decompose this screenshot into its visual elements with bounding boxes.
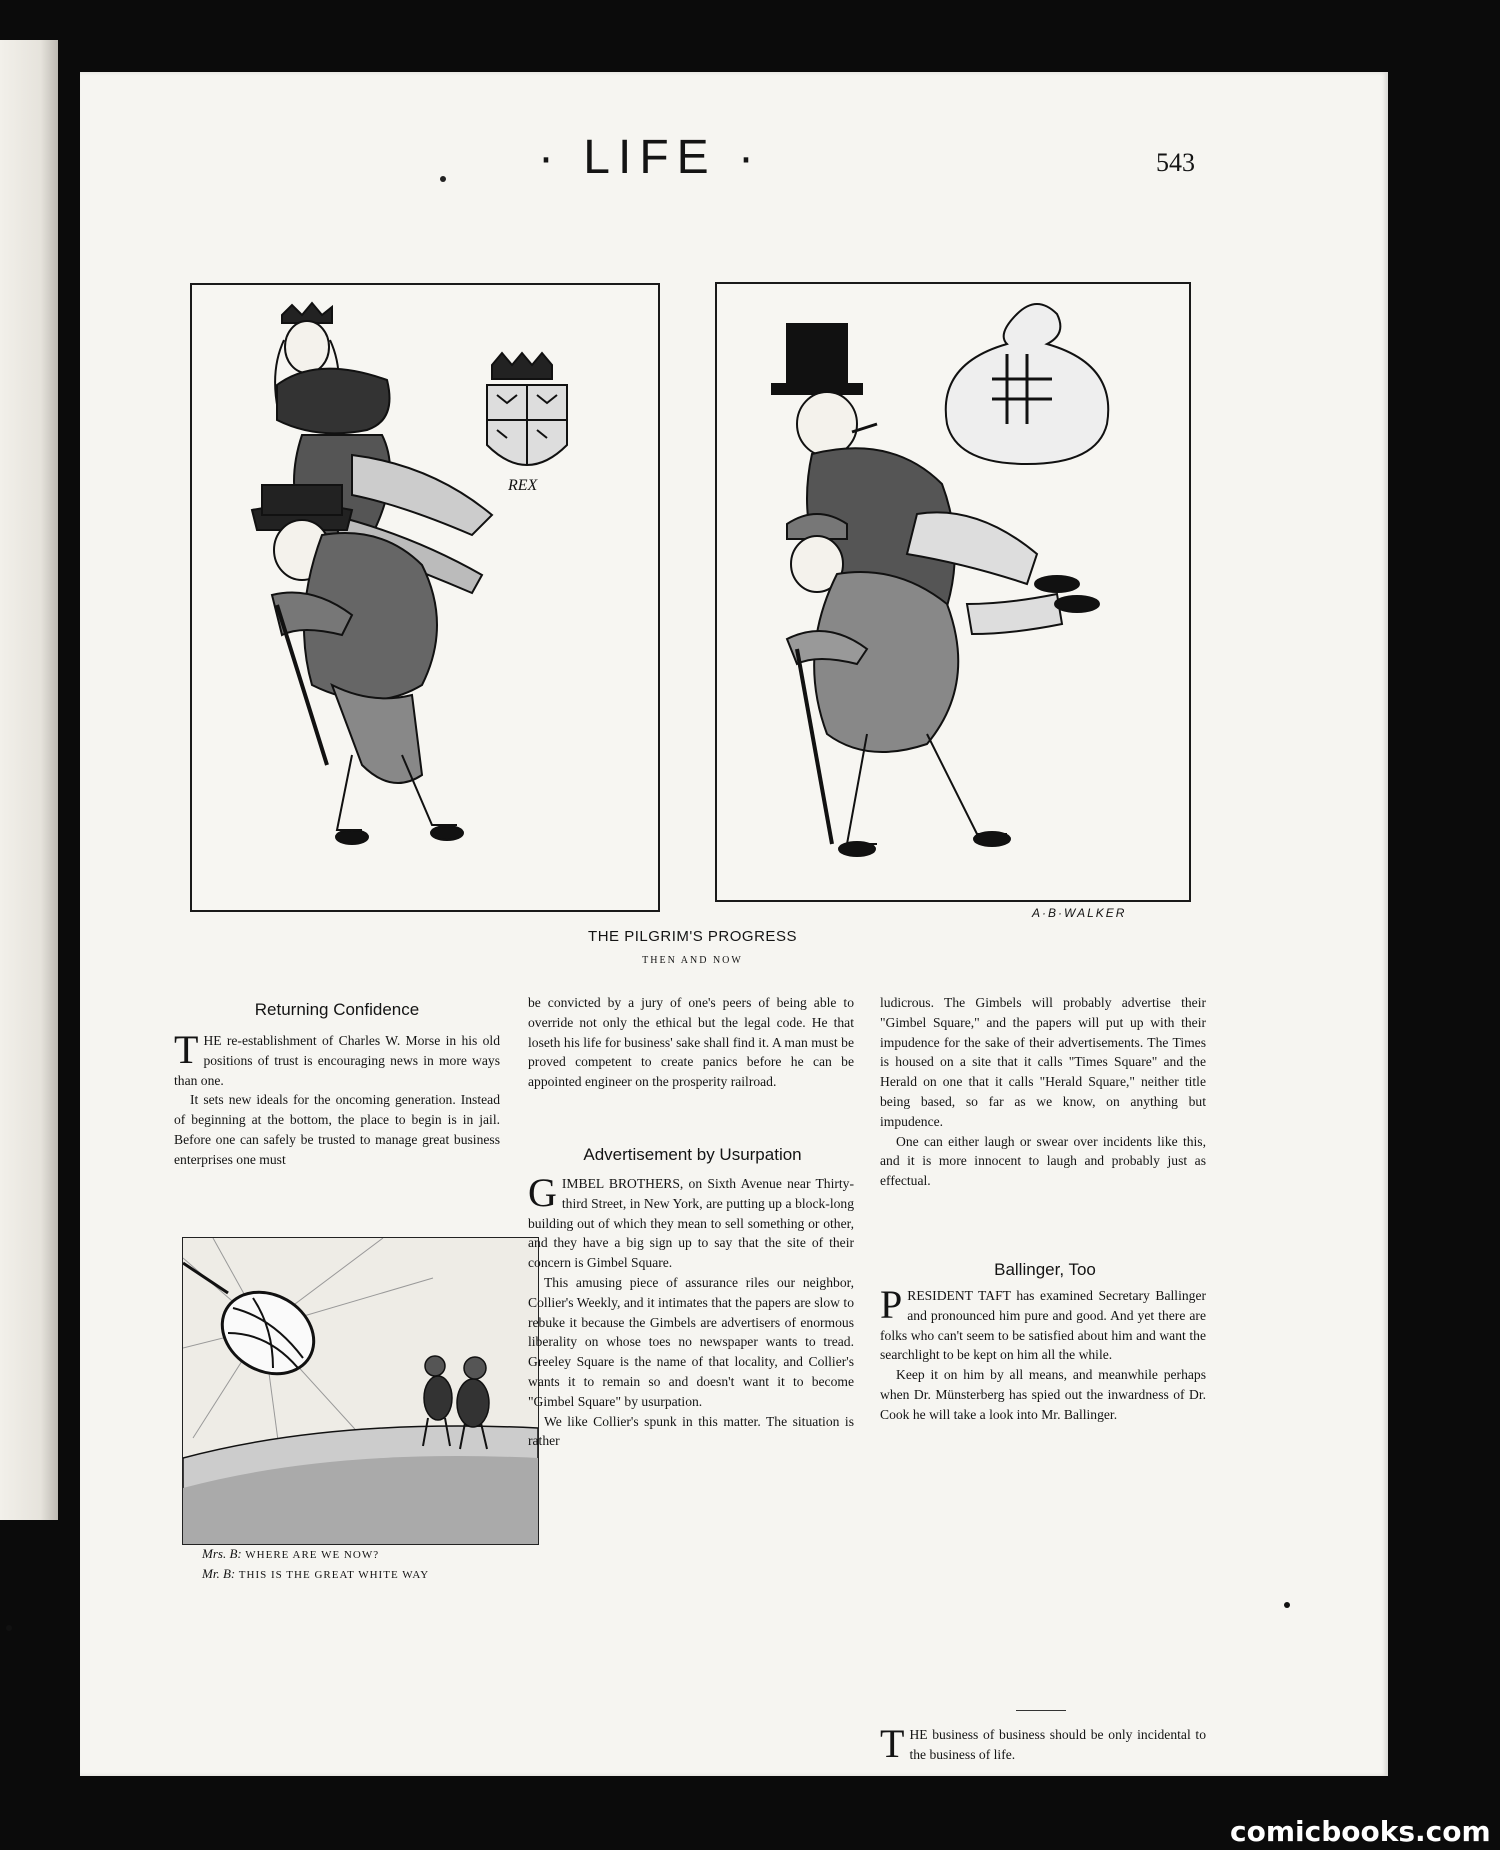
print-speck [1284, 1602, 1290, 1608]
article-advertisement [528, 1170, 854, 1451]
article-paragraph: IMBEL BROTHERS, on Sixth Avenue near Thirty-third Street, in New York, are putting up a block-long building out of which they mean to sell something or other, and they have a big sign up to say that the site of their concern is Gimbel Square. [528, 1176, 854, 1271]
article-paragraph: be convicted by a jury of one's peers of being able to override not only the ethical but the legal code. He that loseth his life for business' sake shall find it. A man must be proved competent to create panics before he can be appointed engineer on the prosperity railroad. [528, 995, 854, 1090]
heading-ballinger-too: Ballinger, Too [994, 1260, 1096, 1279]
lamp-caption-line-2 [202, 1566, 429, 1582]
article-paragraph: It sets new ideals for the oncoming generation. Instead of beginning at the bottom, the place to begin is in jail. Before one can safely be trusted to manage great business enterprises one must [174, 1092, 500, 1167]
epigram-text: HE business of business should be only incidental to the business of life. [909, 1727, 1206, 1762]
article-returning-confidence-continued [528, 993, 854, 1092]
page-number: 543 [1156, 148, 1195, 177]
article-paragraph: HE re-establishment of Charles W. Morse in his old positions of trust is encouraging news in more ways than one. [174, 1033, 500, 1088]
article-returning-confidence [174, 1027, 500, 1170]
closing-epigram [880, 1721, 1206, 1766]
article-paragraph: We like Collier's spunk in this matter. The situation is rather [528, 1413, 854, 1449]
artist-signature: A·B·WALKER [1032, 906, 1127, 920]
royal-crest-icon [487, 353, 567, 465]
speaker-mr-b: Mr. B: [202, 1566, 236, 1581]
article-paragraph: Keep it on him by all means, and meanwhile perhaps when Dr. Münsterberg has spied out the inwardness of Dr. Cook he will take a look into Mr. Ballinger. [880, 1367, 1206, 1422]
cartoon-subtitle: THEN AND NOW [642, 955, 743, 966]
facing-page-edge [0, 40, 58, 1520]
heading-returning-confidence: Returning Confidence [254, 1000, 420, 1019]
dropcap: T [174, 1027, 199, 1072]
cartoon-title: THE PILGRIM'S PROGRESS [588, 928, 797, 945]
lamp-caption-line-1 [202, 1546, 379, 1562]
print-speck [6, 1625, 12, 1631]
cartoon-panel-then [190, 283, 660, 912]
dropcap: P [880, 1282, 903, 1327]
worker-carrying-capitalist-illustration [717, 284, 1189, 900]
article-paragraph: This amusing piece of assurance riles our neighbor, Collier's Weekly, and it intimates that the papers are slow to rebuke it because the Gimbels are advertisers of enormous liberality on whose toes no newspaper wants to tread. Greeley Square is the name of that locality, and Collier's wants it to remain so and doesn't want it to become "Gimbel Square" by usurpation. [528, 1274, 854, 1409]
article-paragraph: One can either laugh or swear over incidents like this, and it is more innocent to laugh and probably just as effectual. [880, 1133, 1206, 1189]
article-advertisement-continued [880, 993, 1206, 1191]
pilgrim-carrying-king-illustration [192, 285, 658, 910]
speaker-mrs-b: Mrs. B: [202, 1546, 242, 1561]
article-ballinger [880, 1282, 1206, 1425]
crest-label: REX [508, 477, 538, 494]
masthead-title: · LIFE · [537, 131, 762, 184]
heading-advertisement-by-usurpation: Advertisement by Usurpation [583, 1145, 802, 1164]
masthead-dot [440, 176, 446, 182]
dialogue-text: THIS IS THE GREAT WHITE WAY [238, 1569, 430, 1581]
watermark: comicbooks.com [1230, 1815, 1491, 1848]
article-paragraph: ludicrous. The Gimbels will probably advertise their "Gimbel Square," and the papers will put up with their impudence for the sake of their advertisements. The Times is housed on a site that it calls "Times Square" and the Herald on one that it calls "Herald Square," neither title being based, so far as we know, on anything but impudence. [880, 995, 1206, 1129]
dropcap: T [880, 1721, 905, 1766]
money-bag-icon [946, 304, 1109, 464]
article-paragraph: RESIDENT TAFT has examined Secretary Ballinger and pronounced him pure and good. And yet there are folks who can't seem to be satisfied about him and want the searchlight to be kept on him all the while. [880, 1288, 1206, 1363]
dialogue-text: WHERE ARE WE NOW? [245, 1549, 380, 1561]
searchlight-illustration [183, 1238, 538, 1544]
great-white-way-cartoon [182, 1237, 539, 1545]
cartoon-panel-now [715, 282, 1191, 902]
dropcap: G [528, 1170, 557, 1215]
section-divider [1016, 1710, 1066, 1711]
